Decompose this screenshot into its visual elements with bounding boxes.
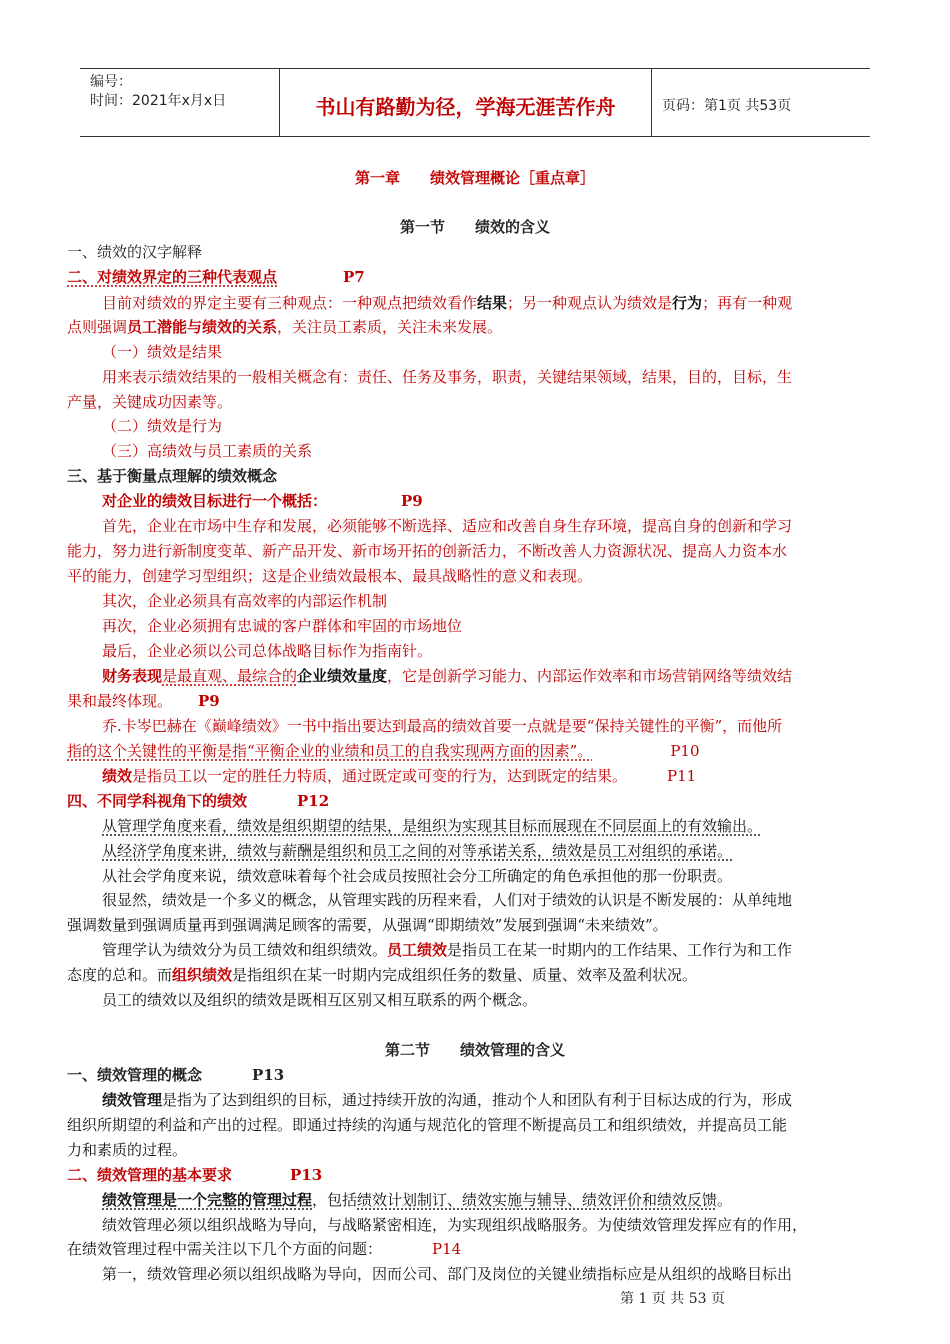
number-label: 编号： (90, 74, 132, 90)
paragraph-line: 绩效管理必须以组织战略为导向，与战略紧密相连，为实现组织战略服务。为使绩效管理发挥应有的作用， (102, 1216, 808, 1234)
paragraph-line: 在绩效管理过程中需关注以下几个方面的问题： P14 (67, 1240, 462, 1258)
header-motto: 书山有路勤为径，学海无涯苦作舟 (280, 69, 652, 136)
paragraph-line: 目前对绩效的界定主要有三种观点：一种观点把绩效看作结果；另一种观点认为绩效是行为；再有一种观 (102, 294, 793, 312)
page-footer: 第 1 页 共 53 页 (620, 1291, 725, 1307)
paragraph-line: 从管理学角度来看，绩效是组织期望的结果，是组织为实现其目标而展现在不同层面上的有效输出。 (102, 817, 763, 835)
page-ref: P13 (290, 1166, 323, 1184)
page-ref: P9 (198, 692, 220, 710)
page-ref: P11 (667, 767, 697, 785)
paragraph-line: 财务表现是最直观、最综合的企业绩效量度，它是创新学习能力、内部运作效率和市场营销网络等绩效结 (102, 667, 793, 685)
section1-title: 第一节 绩效的含义 (399, 218, 550, 236)
paragraph-line: 绩效管理是指为了达到组织的目标，通过持续开放的沟通，推动个人和团队有利于目标达成的行为，形成 (102, 1091, 793, 1109)
paragraph-line: 产量，关键成功因素等。 (67, 393, 233, 411)
paragraph-line: 首先，企业在市场中生存和发展，必须能够不断选择、适应和改善自身生存环境，提高自身的创新和学习 (102, 517, 793, 535)
heading-2: 二、绩效管理的基本要求 P13 (67, 1166, 323, 1184)
header-page-label: 页码：第1页 共53页 (662, 97, 792, 114)
paragraph-line: 从经济学角度来讲，绩效与薪酬是组织和员工之间的对等承诺关系，绩效是员工对组织的承诺。 (102, 842, 733, 860)
heading-2-text: 二、对绩效界定的三种代表观点 (67, 268, 278, 286)
paragraph-line: 组织所期望的利益和产出的过程。即通过持续的沟通与规范化的管理不断提高员工和组织绩效，并提高员工能 (67, 1116, 788, 1134)
header-meta (80, 69, 280, 136)
heading-3: 三、基于衡量点理解的绩效概念 (67, 467, 278, 485)
chapter-title: 第一章 绩效管理概论［重点章］ (354, 169, 595, 187)
paragraph-line: 从社会学角度来说，绩效意味着每个社会成员按照社会分工所确定的角色承担他的那一份职责。 (102, 867, 733, 885)
heading-1: 一、绩效管理的概念 P13 (67, 1066, 285, 1084)
page-ref: P10 (670, 742, 700, 760)
paragraph-line: 再次，企业必须拥有忠诚的客户群体和牢固的市场地位 (102, 617, 463, 635)
subheading: 对企业的绩效目标进行一个概括： P9 (102, 492, 423, 510)
paragraph-line: 态度的总和。而组织绩效是指组织在某一时期内完成组织任务的数量、质量、效率及盈利状况。 (67, 966, 698, 984)
subheading: （一）绩效是结果 (102, 343, 223, 361)
paragraph-line: 第一，绩效管理必须以组织战略为导向，因而公司、部门及岗位的关键业绩指标应是从组织的战略目标出 (102, 1265, 793, 1283)
heading-4: 四、不同学科视角下的绩效 P12 (67, 792, 330, 810)
paragraph-line: 管理学认为绩效分为员工绩效和组织绩效。员工绩效是指员工在某一时期内的工作结果、工作行为和工作 (102, 941, 793, 959)
paragraph-line: 用来表示绩效结果的一般相关概念有：责任、任务及事务，职责，关键结果领域，结果，目的，目标，生 (102, 368, 793, 386)
paragraph-line: 其次，企业必须具有高效率的内部运作机制 (102, 592, 388, 610)
subheading: （三）高绩效与员工素质的关系 (102, 442, 313, 460)
heading-1: 一、绩效的汉字解释 (67, 243, 203, 261)
page-ref: P12 (297, 792, 330, 810)
header-table (80, 68, 870, 137)
paragraph-line: 果和最终体现。 P9 (67, 692, 220, 710)
paragraph-line: 绩效管理是一个完整的管理过程，包括绩效计划制订、绩效实施与辅导、绩效评价和绩效反馈。 (102, 1191, 733, 1209)
paragraph-line: 乔.卡岑巴赫在《巅峰绩效》一书中指出要达到最高的绩效首要一点就是要“保持关键性的平衡”，而他所 (102, 717, 783, 735)
paragraph-line: 能力，努力进行新制度变革、新产品开发、新市场开拓的创新活力，不断改善人力资源状况、提高人力资本水 (67, 542, 788, 560)
page-ref: P13 (252, 1066, 285, 1084)
time-label: 时间：2021年x月x日 (90, 93, 227, 109)
paragraph-line: 点则强调员工潜能与绩效的关系，关注员工素质，关注未来发展。 (67, 318, 503, 336)
paragraph-line: 强调数量到强调质量再到强调满足顾客的需要，从强调“即期绩效”发展到强调“未来绩效”。 (67, 916, 668, 934)
page-ref: P9 (401, 492, 423, 510)
page-ref: P7 (343, 268, 365, 286)
paragraph-line: 平的能力，创建学习型组织；这是企业绩效最根本、最具战略性的意义和表现。 (67, 567, 593, 585)
paragraph-line: 指的这个关键性的平衡是指“平衡企业的业绩和员工的自我实现两方面的因素”。 P10 (67, 742, 700, 760)
section2-title: 第二节 绩效管理的含义 (384, 1041, 565, 1059)
paragraph-line: 绩效是指员工以一定的胜任力特质，通过既定或可变的行为，达到既定的结果。 P11 (102, 767, 697, 785)
page-ref: P14 (432, 1240, 462, 1258)
paragraph-line: 很显然，绩效是一个多义的概念，从管理实践的历程来看，人们对于绩效的认识是不断发展的：从单纯地 (102, 891, 793, 909)
subheading: （二）绩效是行为 (102, 417, 223, 435)
paragraph-line: 员工的绩效以及组织的绩效是既相互区别又相互联系的两个概念。 (102, 991, 538, 1009)
heading-2 (67, 266, 365, 288)
paragraph-line: 最后，企业必须以公司总体战略目标作为指南针。 (102, 642, 433, 660)
paragraph-line: 力和素质的过程。 (67, 1141, 188, 1159)
